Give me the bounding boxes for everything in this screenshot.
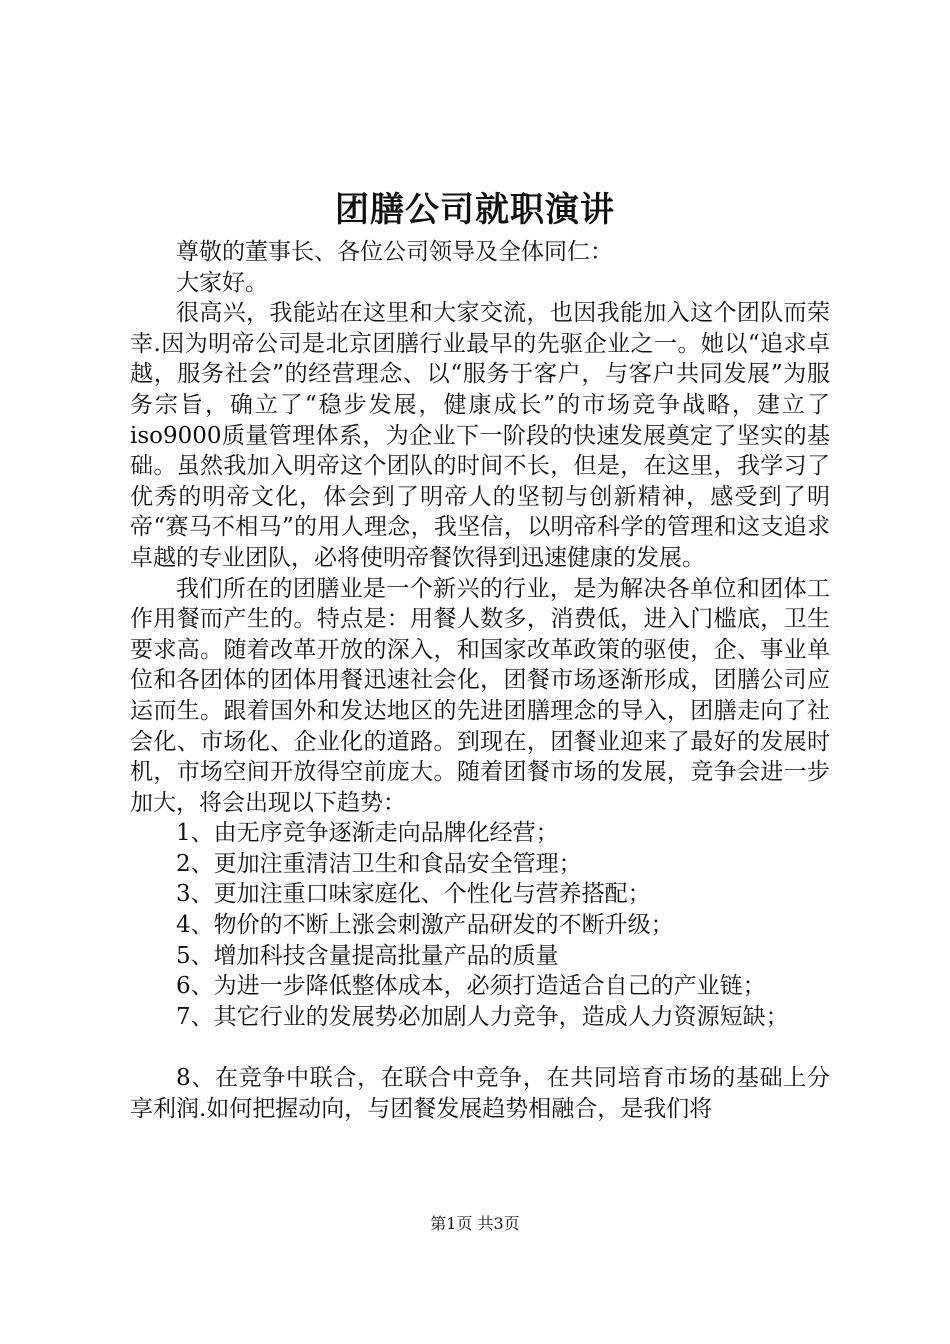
paragraph-intro: 很高兴，我能站在这里和大家交流，也因我能加入这个团队而荣幸.因为明帝公司是北京团膳行业最早的先驱企业之一。她以“追求卓越，服务社会”的经营理念、以“服务于客户，与客户共同发展”为服务宗旨，确立了“稳步发展，健康成长”的市场竞争战略，建立了iso9000质量管理体系，为企业下一阶段的快速发展奠定了坚实的基础。虽然我加入明帝这个团队的时间不长，但是，在这里，我学习了优秀的明帝文化，体会到了明帝人的坚韧与创新精神，感受到了明帝“赛马不相马”的用人理念，我坚信，以明帝科学的管理和这支追求卓越的专业团队，必将使明帝餐饮得到迅速健康的发展。 [130, 300, 830, 571]
list-item: 2、更加注重清洁卫生和食品安全管理； [176, 850, 582, 877]
paragraph-industry: 我们所在的团膳业是一个新兴的行业，是为解决各单位和团体工作用餐而产生的。特点是：用餐人数多，消费低，进入门槛底，卫生要求高。随着改革开放的深入，和国家改革政策的驱使，企、事业单位和各团体的团体用餐迅速社会化，团餐市场逐渐形成，团膳公司应运而生。跟着国外和发达地区的先进团膳理念的导入，团膳走向了社会化、市场化、企业化的道路。到现在，团餐业迎来了最好的发展时机，市场空间开放得空前庞大。随着团餐市场的发展，竞争会进一步加大，将会出现以下趋势： [130, 575, 830, 816]
list-item: 4、物价的不断上涨会刺激产品研发的不断升级； [176, 912, 674, 939]
paragraph-gap [130, 1032, 830, 1063]
list-item: 1、由无序竞争逐渐走向品牌化经营； [176, 820, 559, 847]
document-title: 团膳公司就职演讲 [335, 190, 615, 230]
page-footer: 第1页 共3页 [430, 1214, 520, 1233]
list-item: 6、为进一步降低整体成本，必须打造适合自己的产业链； [176, 973, 766, 1000]
list-item: 5、增加科技含量提高批量产品的质量 [176, 942, 559, 969]
list-item: 3、更加注重口味家庭化、个性化与营养搭配； [176, 881, 651, 908]
paragraph-trend-eight: 8、在竞争中联合，在联合中竞争，在共同培育市场的基础上分享利润.如何把握动向，与团餐发展趋势相融合，是我们将 [130, 1065, 830, 1122]
trend-list [130, 818, 830, 1032]
list-item: 7、其它行业的发展势必加剧人力竞争，造成人力资源短缺； [176, 1003, 789, 1030]
salutation: 尊敬的董事长、各位公司领导及全体同仁： [176, 239, 613, 265]
document-body [130, 237, 830, 1124]
greeting: 大家好。 [176, 269, 268, 296]
